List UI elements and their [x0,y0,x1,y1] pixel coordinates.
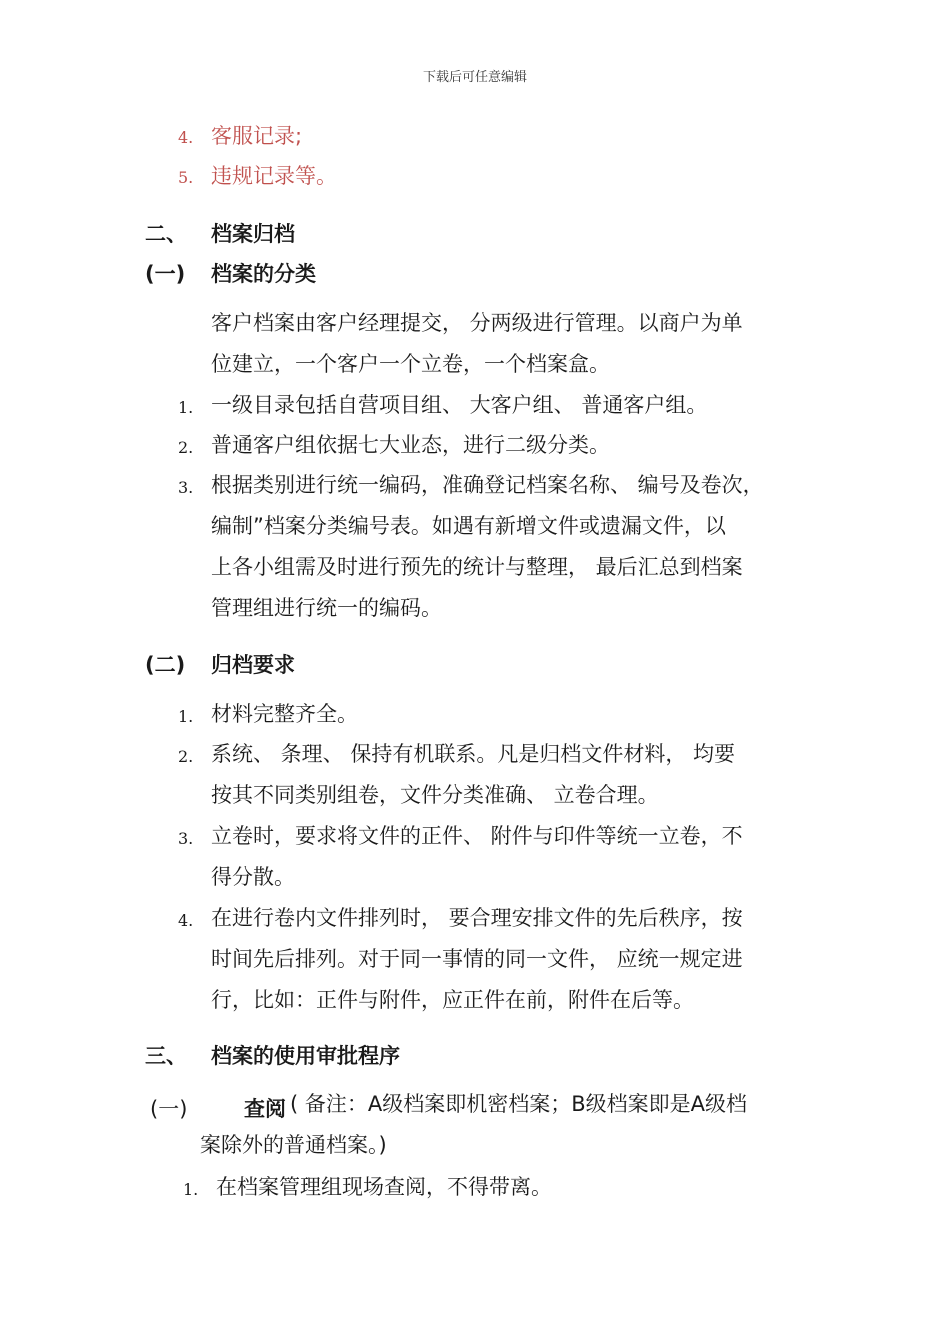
list-number: 1. [178,707,194,726]
list-number: 1. [183,1180,199,1199]
list-item-text: 行，比如：正件与附件，应正件在前，附件在后等。 [211,988,694,1012]
list-item-text: 违规记录等。 [211,164,337,188]
section-number: 三、 [145,1044,187,1068]
list-number: 2. [178,438,194,457]
list-item-text: 时间先后排列。对于同一事情的同一文件， 应统一规定进 [211,947,743,971]
list-item-text: 材料完整齐全。 [211,702,358,726]
list-item-text: 上各小组需及时进行预先的统计与整理， 最后汇总到档案 [211,555,743,579]
list-item-text: 客服记录; [211,124,303,148]
list-item-text: 按其不同类别组卷，文件分类准确、 立卷合理。 [211,783,659,807]
list-number: 4. [178,128,194,147]
list-item-text: 在档案管理组现场查阅，不得带离。 [216,1175,552,1199]
list-number: 1. [178,398,194,417]
note-text: 案除外的普通档案。) [200,1133,387,1157]
list-number: 3. [178,478,194,497]
list-item-text: 根据类别进行统一编码，准确登记档案名称、 编号及卷次， [211,473,764,497]
subsection-number: (一) [145,262,186,286]
subsection-title: 档案的分类 [211,262,316,286]
list-number: 3. [178,829,194,848]
list-number: 4. [178,911,194,930]
list-item-text: 一级目录包括自营项目组、 大客户组、 普通客户组。 [211,393,708,417]
list-item-text: 在进行卷内文件排列时， 要合理安排文件的先后秩序，按 [211,906,743,930]
section-number: 二、 [145,222,187,246]
note-text: ( 备注：A级档案即机密档案；B级档案即是A级档 [290,1092,748,1116]
list-item-text: 编制”档案分类编号表。如遇有新增文件或遗漏文件，以 [211,514,726,538]
list-item-text: 得分散。 [211,865,295,889]
paragraph-line: 客户档案由客户经理提交， 分两级进行管理。以商户为单 [211,311,743,335]
page-header: 下载后可任意编辑 [422,70,527,85]
list-number: 5. [178,168,194,187]
list-item-text: 管理组进行统一的编码。 [211,596,442,620]
subsection-number: (一) [150,1097,188,1121]
section-title: 档案归档 [211,222,295,246]
section-title: 档案的使用审批程序 [211,1044,400,1068]
subsection-title: 归档要求 [211,653,295,677]
paragraph-line: 位建立，一个客户一个立卷，一个档案盒。 [211,352,610,376]
subsection-title: 查阅 [244,1097,286,1121]
list-number: 2. [178,747,194,766]
list-item-text: 系统、 条理、 保持有机联系。凡是归档文件材料， 均要 [211,742,736,766]
subsection-number: (二) [145,653,186,677]
list-item-text: 立卷时，要求将文件的正件、 附件与印件等统一立卷，不 [211,824,743,848]
list-item-text: 普通客户组依据七大业态，进行二级分类。 [211,433,610,457]
